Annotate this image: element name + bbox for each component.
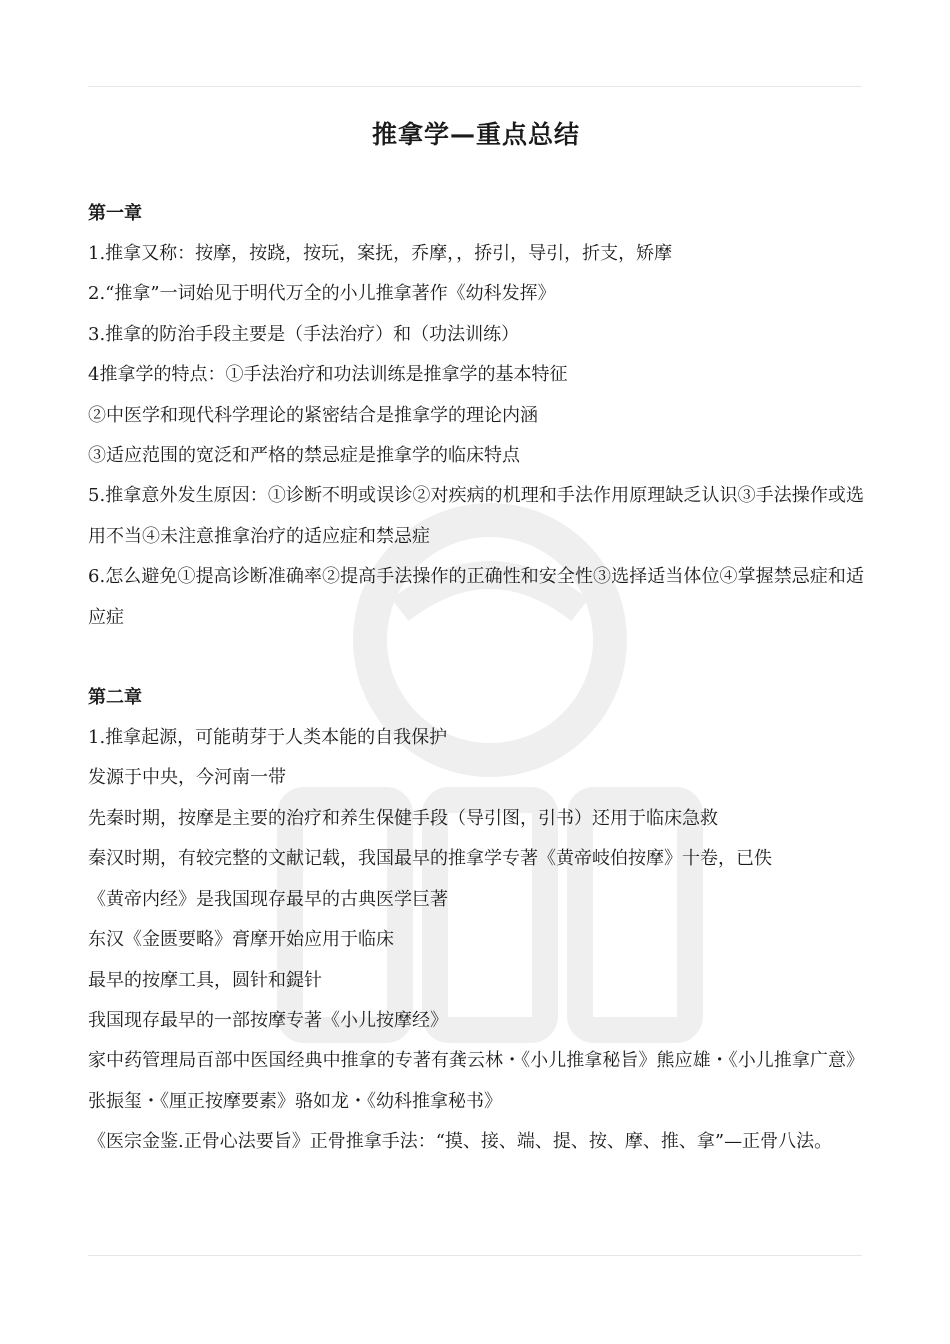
paragraph: 先秦时期，按摩是主要的治疗和养生保健手段（导引图，引书）还用于临床急救 bbox=[88, 807, 718, 829]
paragraph: 1.推拿又称：按摩，按跷，按玩，案抚，乔摩，，挢引，导引，折支，矫摩 bbox=[88, 243, 673, 264]
paragraph: 发源于中央，今河南一带 bbox=[88, 767, 286, 789]
paragraph: 6.怎么避免①提高诊断准确率②提高手法操作的正确性和安全性③选择适当体位④掌握禁忌症和适应症 bbox=[88, 566, 864, 628]
chapter-heading: 第一章 bbox=[88, 203, 142, 224]
chapter-heading: 第二章 bbox=[88, 687, 142, 709]
paragraph: 1.推拿起源，可能萌芽于人类本能的自我保护 bbox=[88, 727, 448, 749]
paragraph: 最早的按摩工具，圆针和鍉针 bbox=[88, 969, 322, 991]
chapter-1 bbox=[88, 194, 864, 638]
paragraph: 《医宗金鉴.正骨心法要旨》正骨推拿手法：“摸、接、端、提、按、摩、推、拿”—正骨八法。 bbox=[88, 1131, 833, 1153]
paragraph: 3.推拿的防治手段主要是（手法治疗）和（功法训练） bbox=[88, 323, 520, 345]
bottom-divider bbox=[88, 1255, 862, 1256]
paragraph: 5.推拿意外发生原因：①诊断不明或误诊②对疾病的机理和手法作用原理缺乏认识③手法操作或选用不当④未注意推拿治疗的适应症和禁忌症 bbox=[88, 485, 864, 547]
paragraph: 我国现存最早的一部按摩专著《小儿按摩经》 bbox=[88, 1009, 448, 1031]
paragraph: ②中医学和现代科学理论的紧密结合是推拿学的理论内涵 bbox=[88, 404, 538, 426]
paragraph: 东汉《金匮要略》膏摩开始应用于临床 bbox=[88, 929, 394, 951]
chapter-2 bbox=[88, 678, 864, 1162]
paragraph: ③适应范围的宽泛和严格的禁忌症是推拿学的临床特点 bbox=[88, 445, 520, 467]
paragraph: 家中药管理局百部中医国经典中推拿的专著有龚云林・《小儿推拿秘旨》熊应雄・《小儿推拿广意》张振玺・《厘正按摩要素》骆如龙・《幼科推拿秘书》 bbox=[88, 1050, 864, 1112]
document bbox=[88, 110, 864, 1163]
paragraph: 4推拿学的特点：①手法治疗和功法训练是推拿学的基本特征 bbox=[88, 364, 568, 386]
paragraph: 《黄帝内经》是我国现存最早的古典医学巨著 bbox=[88, 888, 448, 910]
paragraph: 2.“推拿”一词始见于明代万全的小儿推拿著作《幼科发挥》 bbox=[88, 283, 556, 305]
document-title: 推拿学—重点总结 bbox=[371, 120, 580, 149]
paragraph: 秦汉时期，有较完整的文献记载，我国最早的推拿学专著《黄帝岐伯按摩》十卷，已佚 bbox=[88, 848, 772, 870]
top-divider bbox=[88, 86, 862, 87]
